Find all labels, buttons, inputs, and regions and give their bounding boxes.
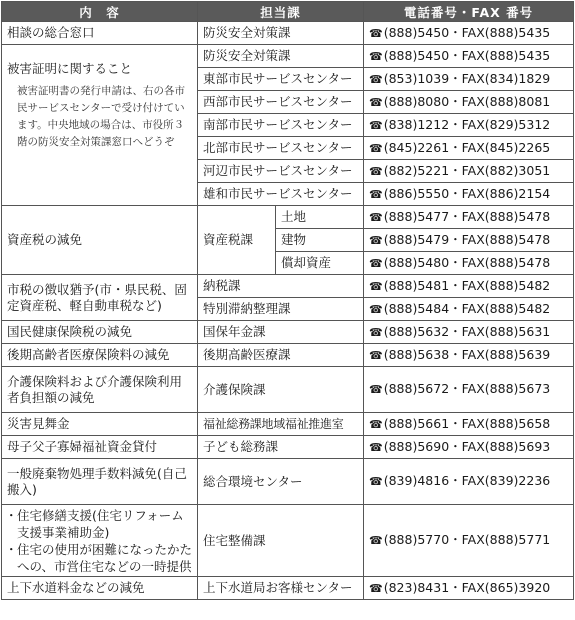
dept-cell: 東部市民サービスセンター — [198, 68, 364, 91]
content-cell: 一般廃棄物処理手数料減免(自己搬入) — [2, 459, 198, 505]
telephone-icon: ☎ — [369, 383, 383, 396]
sub-dept-cell: 償却資産 — [276, 252, 364, 275]
header-department: 担当課 — [198, 2, 364, 22]
telephone-icon: ☎ — [369, 49, 383, 63]
phone-cell — [364, 505, 574, 577]
phone-cell — [364, 436, 574, 459]
phone-number: (888)5480・FAX(888)5478 — [383, 254, 551, 270]
telephone-icon: ☎ — [369, 302, 383, 316]
phone-number: (839)4816・FAX(839)2236 — [383, 473, 551, 488]
dept-cell: 防災安全対策課 — [198, 22, 364, 45]
content-cell: 介護保険料および介護保険利用者負担額の減免 — [2, 367, 198, 413]
table-row — [2, 275, 574, 298]
header-content: 内 容 — [2, 2, 198, 22]
dept-cell: 特別滞納整理課 — [198, 298, 364, 321]
table-row — [2, 436, 574, 459]
phone-number: (882)5221・FAX(882)3051 — [383, 162, 551, 178]
phone-cell — [364, 137, 574, 160]
dept-cell: 住宅整備課 — [198, 505, 364, 577]
damage-note: 被害証明書の発行申請は、右の各市民サービスセンターで受け付けています。中央地域の場合は、市役所３階の防災安全対策課窓口へどうぞ — [17, 85, 185, 148]
telephone-icon: ☎ — [369, 26, 383, 40]
phone-cell — [364, 22, 574, 45]
phone-cell — [364, 344, 574, 367]
phone-number: (888)5661・FAX(888)5658 — [383, 415, 551, 431]
header-phone: 電話番号・FAX 番号 — [364, 2, 574, 22]
phone-number: (888)5477・FAX(888)5478 — [383, 208, 551, 224]
dept-cell: 北部市民サービスセンター — [198, 137, 364, 160]
phone-number: (888)5690・FAX(888)5693 — [383, 438, 551, 454]
telephone-icon: ☎ — [369, 348, 383, 362]
list-item: ・ 住宅修繕支援(住宅リフォーム支援事業補助金) — [7, 507, 192, 541]
telephone-icon: ☎ — [369, 95, 383, 109]
phone-cell — [364, 252, 574, 275]
phone-cell — [364, 91, 574, 114]
table-row — [2, 367, 574, 413]
phone-number: (888)5672・FAX(888)5673 — [383, 381, 551, 396]
dept-cell: 河辺市民サービスセンター — [198, 160, 364, 183]
dept-cell: 子ども総務課 — [198, 436, 364, 459]
phone-number: (888)5450・FAX(888)5435 — [383, 47, 551, 63]
table-row — [2, 505, 574, 577]
telephone-icon: ☎ — [369, 534, 383, 547]
list-item: ・ 住宅の使用が困難になったかたへの、市営住宅などの一時提供 — [7, 541, 192, 575]
content-cell: 資産税の減免 — [2, 206, 198, 275]
dept-cell: 国保年金課 — [198, 321, 364, 344]
telephone-icon: ☎ — [369, 141, 383, 155]
telephone-icon: ☎ — [369, 440, 383, 454]
phone-cell — [364, 229, 574, 252]
content-cell: 災害見舞金 — [2, 413, 198, 436]
phone-cell — [364, 459, 574, 505]
table-row — [2, 22, 574, 45]
phone-number: (888)5632・FAX(888)5631 — [383, 323, 551, 339]
header-row — [2, 2, 574, 22]
content-cell: 相談の総合窓口 — [2, 22, 198, 45]
telephone-icon: ☎ — [369, 581, 383, 595]
sub-dept-cell: 建物 — [276, 229, 364, 252]
phone-cell — [364, 183, 574, 206]
telephone-icon: ☎ — [369, 256, 383, 270]
phone-number: (888)5770・FAX(888)5771 — [383, 532, 551, 547]
table-row — [2, 45, 574, 68]
dept-cell: 後期高齢医療課 — [198, 344, 364, 367]
phone-number: (888)5479・FAX(888)5478 — [383, 231, 551, 247]
content-cell: 上下水道料金などの減免 — [2, 577, 198, 600]
phone-cell — [364, 68, 574, 91]
phone-cell — [364, 298, 574, 321]
table-row — [2, 577, 574, 600]
contact-table — [1, 1, 574, 600]
dept-cell: 西部市民サービスセンター — [198, 91, 364, 114]
phone-cell — [364, 275, 574, 298]
dept-cell: 南部市民サービスセンター — [198, 114, 364, 137]
dept-cell: 資産税課 — [198, 206, 276, 275]
phone-number: (886)5550・FAX(886)2154 — [383, 185, 551, 201]
phone-number: (888)8080・FAX(888)8081 — [383, 93, 551, 109]
damage-title: 被害証明に関すること — [7, 61, 133, 76]
telephone-icon: ☎ — [369, 118, 383, 132]
table-row — [2, 344, 574, 367]
dept-cell: 総合環境センター — [198, 459, 364, 505]
content-cell: 母子父子寡婦福祉資金貸付 — [2, 436, 198, 459]
housing-bullet-list — [7, 507, 192, 575]
phone-number: (823)8431・FAX(865)3920 — [383, 579, 551, 595]
sub-dept-cell: 土地 — [276, 206, 364, 229]
table-row — [2, 413, 574, 436]
content-cell: 後期高齢者医療保険料の減免 — [2, 344, 198, 367]
phone-number: (888)5638・FAX(888)5639 — [383, 346, 551, 362]
phone-cell — [364, 114, 574, 137]
table-row — [2, 459, 574, 505]
telephone-icon: ☎ — [369, 325, 383, 339]
content-cell: 国民健康保険税の減免 — [2, 321, 198, 344]
telephone-icon: ☎ — [369, 164, 383, 178]
phone-cell — [364, 321, 574, 344]
phone-cell — [364, 413, 574, 436]
content-cell-damage — [2, 45, 198, 206]
phone-cell — [364, 367, 574, 413]
dept-cell: 納税課 — [198, 275, 364, 298]
table-row — [2, 321, 574, 344]
table-row — [2, 206, 574, 229]
phone-cell — [364, 206, 574, 229]
phone-number: (888)5484・FAX(888)5482 — [383, 300, 551, 316]
phone-number: (845)2261・FAX(845)2265 — [383, 139, 551, 155]
dept-cell: 介護保険課 — [198, 367, 364, 413]
telephone-icon: ☎ — [369, 72, 383, 86]
telephone-icon: ☎ — [369, 233, 383, 247]
phone-number: (888)5481・FAX(888)5482 — [383, 277, 551, 293]
telephone-icon: ☎ — [369, 210, 383, 224]
content-cell — [2, 505, 198, 577]
phone-cell — [364, 45, 574, 68]
dept-cell: 福祉総務課地域福祉推進室 — [198, 413, 364, 436]
phone-cell — [364, 577, 574, 600]
telephone-icon: ☎ — [369, 417, 383, 431]
content-cell: 市税の徴収猶予(市・県民税、固定資産税、軽自動車税など) — [2, 275, 198, 321]
dept-cell: 雄和市民サービスセンター — [198, 183, 364, 206]
phone-cell — [364, 160, 574, 183]
dept-cell: 上下水道局お客様センター — [198, 577, 364, 600]
phone-number: (888)5450・FAX(888)5435 — [383, 24, 551, 40]
telephone-icon: ☎ — [369, 187, 383, 201]
phone-number: (838)1212・FAX(829)5312 — [383, 116, 551, 132]
telephone-icon: ☎ — [369, 279, 383, 293]
telephone-icon: ☎ — [369, 475, 383, 488]
phone-number: (853)1039・FAX(834)1829 — [383, 70, 551, 86]
dept-cell: 防災安全対策課 — [198, 45, 364, 68]
